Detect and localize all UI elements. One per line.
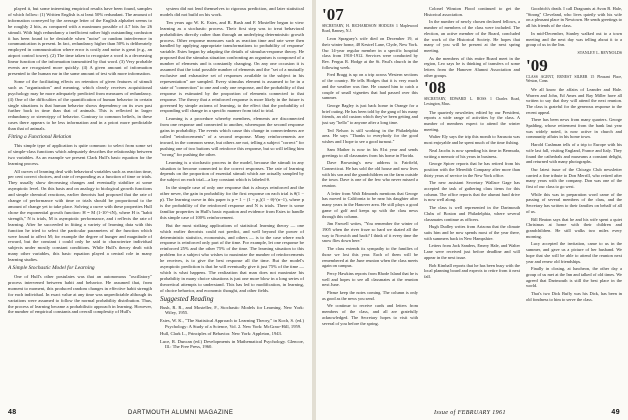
paragraph: In the number of newly chosen declared fellows, a number of members of the class were included. The election, an active member of the Board, concluded the work of the Historical Society. He hopes that many of you will be present at the next spring meeting. [424, 19, 520, 53]
paragraph: Some of the facilitating effects on retention of given features of stimuli such as "organization" and meaning, which clearly receives acquisitional psychology may be more adequately predicted from measures of redundancy. (4) One of the difficulties of the quantification of human behavior in certain single situations is that human behavior shows dependency on its own past further back in time than that of animals. This is reflected in larger redundancy or stereotypy of behavior. Contrary to common beliefs, in these cases there appears to be less information and in a priori more predictable than that of animals. [8, 78, 152, 132]
paragraph: Bill Beaton says that he and his wife spent a quiet Christmas at home with their children and grandchildren. He still walks two miles every morning. [526, 216, 622, 239]
paragraph: Ted Nelson is still working in the Philadelphia area. He says "Thanks to everybody for the good wishes and I hope to see a good turnout." [322, 127, 418, 145]
paragraph: Harold Cushman tells of a trip to Europe with his wife last fall, visiting England, France and Italy. They found the cathedrals and museums a constant delight, and returned with many photographs. [526, 142, 622, 165]
paragraph: All curves of learning deal with behavioral variables such as reaction time, per cent correct choices, and rate of responding as a function of time or trials. They usually show decreasing changes and eventually stabilize at some asymptotic level. On this basis and on analogy to biological growth functions and simple chemical reactions, earlier theorists had proposed that the rate of change of performance with time or trials should be proportional to the amount of change yet to take place. Solving a curve with these properties Hull chose the exponential growth function: H = M (1-10^-iN), where H is "habit strength," N is trials, M is asymptotic performance, and i reflects the rate of learning. After he succeeded in fitting a variety of learning data with this function he tried to select the particular parameters of the function which were found to affect M; for example the degree of hunger and magnitude of reward, but the constant i could only be said to characterize individual subjects under mostly constant conditions. While Hull's theory dealt with many other variables, this basic equation played a central role in many learning studies. [8, 168, 152, 263]
paragraph: Leon Spraguey's wife died on December 19, at their winter home, 48 Kestrel Lane, Clyde, New York. Our 14-year regular member in a specific hospital class from 1910-1912. Services were conducted by Rev. Fergus R. Hodge at the St. Paul's church in the following week. [322, 36, 418, 70]
class-notes-column-1 [322, 6, 418, 404]
paragraph: Colonel Winston Flood continued to get the Historical association. [424, 6, 520, 17]
article-column-1 [8, 6, 152, 404]
paragraph: The quarterly newsletter, edited by our President, reports a wide range of activities by the class. A number of members expect to attend the winter meeting. [424, 109, 520, 132]
reference-item: Estes, W. K., "The Statistical Approach to Learning Theory," in Koch, S. (ed.) Psychology: A Study of a Science, Vol. 2. New York: McGraw-Hill, 1959. [160, 317, 304, 329]
paragraph: But the most striking applications of statistical learning theory — one which earlier theorists could not predict, and well beyond the power of deterministic statistics, economists, and others — is to the case where each response is reinforced only part of the time. For example, let one response be reinforced 25% and the other 75% of the time. The learning situation to this problem for a subject who wishes to maximize the number of reinforcements he receives, is to give the best response all the time. But the model's asymptotic prediction is that he will eventually give it just 75% of the time — which is what happens. The realization that man does not maximize his probability in many choice situations is just one more blow in a long series of theoretical attempts to understand. This has led to modification, in learning, of choice behavior, and economic thought, and other fields. [160, 222, 304, 293]
paragraph: Fred Bragg is up on a trip across Western sections of the country. He tells Hodges that it is very much and the weather was fine. He caused him to catch a couple of small vignettes that had passed over this summer. [322, 72, 418, 101]
paragraph: We continue to receive cards and letters from members of the class, and all are gratefully acknowledged. The Secretary hopes to visit with several of you before the spring. [322, 303, 418, 326]
secretary-address: SECRETARY, EDWARD L. ROSS 1 Charles Road, Lexington, Mass. [424, 97, 520, 107]
class-year: '09 [526, 55, 548, 75]
paragraph: Sam Mather is now in his 81st year and sends greetings to all classmates from his home in Florida. [322, 146, 418, 158]
paragraph: That's two Dick Buffy was his Dick, has been in old fondness to him to serve the class. [526, 291, 622, 302]
left-footer [8, 409, 17, 416]
reference-list [160, 305, 304, 351]
paragraph: system did not lend themselves to rigorous prediction, and later statistical models did not build on his work. [160, 6, 304, 17]
paragraph: In mid-December, Stanley walked out to a town meeting and the next day was telling about it to a group of us in the Inn. [526, 30, 622, 48]
paragraph: played it, but some interesting empirical results have been found, samples of which follow: (1) Written English is at least 50% redundant. The amount of information conveyed by the average letter of the English alphabet seems to be roughly 2 bits, as compared with a maximum possible of 4.7 bits for 26 stimuli. With high redundancy a inefficient rather high outstanding confusion it has been found to be desirable when "noise" or random interference in communication is present. In fact, redundancy higher than 50% is deliberately employed in communication where error is costly and noise is great (e.g., an airport control tower). (2) The time taken to recognize a word is a decreasing linear function of the information transmitted by that word. (3) Very probable events are recognized more quickly. (4) A given amount of information presented to the human ear in the same amount of test with more information. [8, 6, 152, 76]
class-notes-column-3 [526, 6, 622, 404]
suggested-reading-heading: Suggested Reading [160, 294, 214, 303]
paragraph: Neal Jacobs is now spending his time in Bermuda, writing a memoir of his years in business. [424, 147, 520, 159]
issue-date-footer [434, 410, 506, 416]
paragraph: Ten years ago W. K. Estes, and R. Bush and F. Mosteller began to view learning as a stochastic process. Their first step was to treat behavioral probabilities directly rather than through an underlying deterministic growth process. Other response measures such as reaction time and rate were then handled by applying appropriate transformations to probability of response' variable. Estes began by adapting the details of stimulus-response theory. He proposed that the stimulus situation confronting an organism is composed of a number of elements and is constantly changing. On any one occasion it is assumed that the total possible number of elements and the "set of a mutually exclusive and exhaustive set of responses available to the subject in his representation" are sampled. Every stimulus element is assumed to be in a state of "connection" to one and only one response, and the probability of that response is estimated by the proportion of elements connected to that response. The theory that a reinforced response is more likely in the future is governed by simple axioms of learning, to the effect that the probability of responding will change in a specific manner from trial to trial. [160, 19, 304, 114]
section-heading: Fitting a Functional Relation [8, 134, 72, 141]
paragraph: The class is well represented in the Dartmouth Clubs of Boston and Philadelphia, where several classmates continue as officers. [424, 205, 520, 222]
page-number: 48 [8, 409, 17, 416]
paragraph: There has been news from many quarters. George Spalding, whose retirement from the bank last year was widely noted, is now active in church and community affairs in his home town. [526, 117, 622, 140]
paragraph: The class extends its sympathy to the families of those we lost this year. Each of them will be remembered at the June reunion when the class meets again on campus. [322, 246, 418, 269]
paragraph: Learning is a procedure whereby members, elements are disconnected from one response and connected to another, whereupon the second response gains in probability. The events which cause this change in connectedness are called "reinforcements" of a second response. Many reinforcements are inward, in the common sense, but others are not, telling a subject "correct" for pushing one of two buttons will reinforce this response, but so will telling him "wrong" for pushing the other. [160, 116, 304, 157]
paragraph: Our latest issue of the Chicago Club newsletter carried a fine tribute to Don Merrill, who retired after many years with the company. Don was one of the first of our class to go west. [526, 166, 622, 190]
paragraph: As the members of this entire Board meet in the region, Leo says he is thinking of transfers of some letters from the Hanover Alumni Association and other groups. [424, 55, 520, 78]
magazine-title: DARTMOUTH ALUMNI MAGAZINE [128, 410, 234, 416]
paragraph: Jim Farwell writes, "You remember the winter of 1905 when the river froze so hard we skated all the way to Norwich and back? I think of it every time the snow flies down here." [322, 221, 418, 244]
paragraph: George Spicer reports that he has retired from his position with the Meredith Company after more than thirty years of service in the New York office. [424, 161, 520, 178]
paragraph: Percy Hawkins reports from Rhode Island that he is well and hopes to see all classmates at the reunion next June. [322, 270, 418, 288]
magazine-title-footer [128, 410, 233, 416]
paragraph: While this was in preparation word came of the passing of several members of the class, and the Secretary has written to their families on behalf of all of us. [526, 191, 622, 214]
issue-date: Issue of FEBRUARY 1961 [434, 410, 506, 416]
paragraph: Lucy accepted the invitation, came to us in the summer, and gave us a picture of her husband. We hope that she will be able to attend the reunion next year and renew old friendships. [526, 241, 622, 264]
reference-item: Hull, Clark L., Principles of Behavior. New York: Appleton, 1943. [160, 331, 282, 337]
right-page [316, 0, 628, 420]
paragraph: In the simple case of only one response that is always reinforced and the other never, the gain in probability for the first response on each trial is θ(1 − p). The learning curve in this paper is p = 1 − (1 − p₁)(1 − θ)^(n−1), where p is the probability of the reinforced response and N is trials. There is some familiar properties in Hull's basic equation and evidence from Estes to handle this simple case of 100% reinforcement. [160, 185, 304, 220]
section-heading: A Simple Stochastic Model for Learning [8, 265, 95, 272]
class-year: '08 [424, 78, 446, 98]
reference-item: Luce, R. Duncan (ed.) Developments in Mathematical Psychology. Glencoe, Ill.: The Free Press, 1960. [160, 338, 304, 350]
left-page [0, 0, 312, 420]
paragraph: Walter Ely says the trip this month to Sarasota was most enjoyable and he spent much of the time fishing. [424, 134, 520, 146]
right-footer [611, 409, 620, 416]
paragraph: George Bagley is just back home in Orange for a brief outing. He has been told by the gang of his many friends, an old custom which they've been getting and just say "hello" to anyone after a long time. [322, 102, 418, 126]
paragraph: Dave Browning's new address is Fairfield, Connecticut. He has sold the old house and now lives with his son and the grandchildren on the farm outside the town. Dave is one of the few who never missed a reunion. [322, 160, 418, 189]
paragraph: One of Hull's other postulates was that an autonomous "oscillatory" process intervened between habit and behavior. He assumed that, from moment to moment, this produced random changes in effective habit strength for each individual. In exact value at any time was unpredictable although its variations were assumed to follow the normal probability distribution. Thus, the process of learning became a probabilistic approach in learning. However, the number of empirical constants and overall complexity of Hull's [8, 273, 152, 315]
paragraph: The new assistant Secretary Wallace Gage has accepted the task of gathering class items for this column. The office reports that the alumni fund drive is now well along. [424, 180, 520, 203]
paragraph: Letters from Jack Sanders, Emery Hale, and Walter Lane were received just before deadline and will appear in the next issue. [424, 243, 520, 260]
paragraph: Goodrich's death. I call Dragrants at Avon B. Hale, "Strong" Cleveland, who lives quietly with his wife on a pleasant place in Newtown. He sends greetings to all his friends of the class. [526, 6, 622, 29]
paragraph: Learning is a stochastic process in the model, because the stimuli in any situation to become connected to the correct responses. The rate of learning depends on the proportion of essential stimuli which are actually sampled by the subject on each trial—a key constant which is labeled θ. [160, 159, 304, 183]
reference-item: Bush, R. R., and Mosteller, F., Stochastic Models for Learning. New York: Wiley, 1955. [160, 304, 304, 316]
signature: STANLEY L. REYNOLDS [577, 49, 622, 55]
paragraph: Finally in closing, at luncheon, the other day a group of us met at the Inn and talked of old times. We agreed that Dartmouth is still the best place in the world. [526, 266, 622, 289]
page-number: 49 [611, 409, 620, 416]
paragraph: Bob Kimball reports that he has been busy with the local planning board and expects to retire from it next fall. [424, 262, 520, 279]
secretary-address: SECRETARY, H. RICHARDSON HODGES 1 Maplewood Road, Ramsey, N.J. [322, 24, 418, 33]
class-year: '07 [322, 6, 344, 24]
paragraph: This simple type of application is quite common: to select from some set of simple-class functions which adequately describes the relationship between two variables. As an example we present Clark Hull's basic equation for the learning process. [8, 142, 152, 166]
class-notes-column-2 [424, 6, 520, 404]
paragraph: Hugh Dudley writes from Arizona that the climate suits him and he now spends most of the year there, with summers back in New Hampshire. [424, 224, 520, 241]
paragraph: We all know the affairs of Leander and Hale. Warren and John, Ed Ames and Ray Miller have all written to say that they will attend the next reunion. The class is grateful for the generous response to the recent appeal. [526, 86, 622, 115]
class-agent-address: CLASS AGENT, ERNEST SILBER 15 Pleasant Place, Weston, Conn. [526, 74, 622, 84]
paragraph: Please keep the notes coming. The column is only as good as the news you send. [322, 290, 418, 301]
article-column-2 [160, 6, 304, 404]
paragraph: A letter from Walt Edmonds mentions that George has moved to California to be near his daughter after many years in the Hanover area. He still plays a good game of golf and keeps up with the class news through this column. [322, 190, 418, 219]
